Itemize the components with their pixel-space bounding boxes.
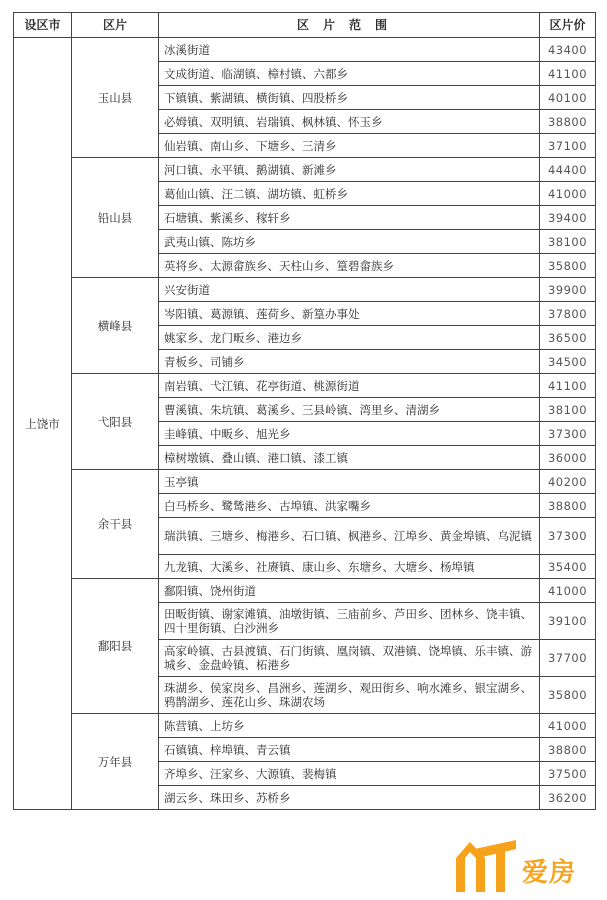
price-cell: 37300 — [540, 518, 596, 555]
range-cell: 岑阳镇、葛源镇、莲荷乡、新篁办事处 — [159, 302, 540, 326]
price-cell: 38100 — [540, 230, 596, 254]
price-cell: 39100 — [540, 603, 596, 640]
range-cell: 下镇镇、紫湖镇、横街镇、四股桥乡 — [159, 86, 540, 110]
range-cell: 齐埠乡、汪家乡、大源镇、裴梅镇 — [159, 762, 540, 786]
table-row — [14, 374, 596, 398]
range-cell: 石塘镇、紫溪乡、稼轩乡 — [159, 206, 540, 230]
range-cell: 葛仙山镇、汪二镇、湖坊镇、虹桥乡 — [159, 182, 540, 206]
range-cell: 陈营镇、上坊乡 — [159, 714, 540, 738]
price-cell: 36500 — [540, 326, 596, 350]
price-cell: 41000 — [540, 182, 596, 206]
price-cell: 36000 — [540, 446, 596, 470]
header-price: 区片价 — [540, 13, 596, 38]
district-cell: 鄱阳县 — [72, 579, 159, 714]
range-cell: 英将乡、太源畲族乡、天柱山乡、篁碧畲族乡 — [159, 254, 540, 278]
price-cell: 43400 — [540, 38, 596, 62]
table-row — [14, 579, 596, 603]
range-cell: 高家岭镇、古县渡镇、石门街镇、凰岗镇、双港镇、饶埠镇、乐丰镇、游城乡、金盘岭镇、柘港乡 — [159, 640, 540, 677]
range-cell: 田畈街镇、谢家滩镇、油墩街镇、三庙前乡、芦田乡、团林乡、饶丰镇、四十里街镇、白沙洲乡 — [159, 603, 540, 640]
range-cell: 鄱阳镇、饶州街道 — [159, 579, 540, 603]
range-cell: 圭峰镇、中畈乡、旭光乡 — [159, 422, 540, 446]
header-row — [14, 13, 596, 38]
price-cell: 37700 — [540, 640, 596, 677]
district-cell: 横峰县 — [72, 278, 159, 374]
price-cell: 38800 — [540, 738, 596, 762]
table-row — [14, 278, 596, 302]
price-cell: 40200 — [540, 470, 596, 494]
district-cell: 玉山县 — [72, 38, 159, 158]
price-cell: 35800 — [540, 254, 596, 278]
table-row — [14, 158, 596, 182]
range-cell: 玉亭镇 — [159, 470, 540, 494]
range-cell: 冰溪街道 — [159, 38, 540, 62]
district-cell: 万年县 — [72, 714, 159, 810]
price-cell: 37300 — [540, 422, 596, 446]
price-cell: 41100 — [540, 62, 596, 86]
price-cell: 37800 — [540, 302, 596, 326]
price-cell: 44400 — [540, 158, 596, 182]
price-cell: 36200 — [540, 786, 596, 810]
range-cell: 南岩镇、弋江镇、花亭街道、桃源街道 — [159, 374, 540, 398]
price-cell: 37100 — [540, 134, 596, 158]
range-cell: 九龙镇、大溪乡、社赓镇、康山乡、东塘乡、大塘乡、杨埠镇 — [159, 555, 540, 579]
price-cell: 38800 — [540, 110, 596, 134]
range-cell: 湖云乡、珠田乡、苏桥乡 — [159, 786, 540, 810]
price-cell: 34500 — [540, 350, 596, 374]
price-cell: 38100 — [540, 398, 596, 422]
table-row — [14, 38, 596, 62]
range-cell: 青板乡、司铺乡 — [159, 350, 540, 374]
price-table — [13, 12, 596, 810]
range-cell: 仙岩镇、南山乡、下塘乡、三清乡 — [159, 134, 540, 158]
range-cell: 姚家乡、龙门畈乡、港边乡 — [159, 326, 540, 350]
price-cell: 41000 — [540, 579, 596, 603]
table-row — [14, 470, 596, 494]
range-cell: 瑞洪镇、三塘乡、梅港乡、石口镇、枫港乡、江埠乡、黄金埠镇、乌泥镇 — [159, 518, 540, 555]
range-cell: 樟树墩镇、叠山镇、港口镇、漆工镇 — [159, 446, 540, 470]
header-district: 区片 — [72, 13, 159, 38]
range-cell: 白马桥乡、鹭鸶港乡、古埠镇、洪家嘴乡 — [159, 494, 540, 518]
price-cell: 38800 — [540, 494, 596, 518]
range-cell: 文成街道、临湖镇、樟村镇、六都乡 — [159, 62, 540, 86]
header-city: 设区市 — [14, 13, 72, 38]
price-cell: 39400 — [540, 206, 596, 230]
price-cell: 39900 — [540, 278, 596, 302]
price-cell: 35400 — [540, 555, 596, 579]
price-cell: 37500 — [540, 762, 596, 786]
table-body — [14, 38, 596, 810]
city-cell: 上饶市 — [14, 38, 72, 810]
header-range: 区片范围 — [159, 13, 540, 38]
range-cell: 石镇镇、梓埠镇、青云镇 — [159, 738, 540, 762]
district-cell: 铅山县 — [72, 158, 159, 278]
table-row — [14, 714, 596, 738]
range-cell: 兴安街道 — [159, 278, 540, 302]
district-cell: 余干县 — [72, 470, 159, 579]
price-cell: 35800 — [540, 677, 596, 714]
range-cell: 曹溪镇、朱坑镇、葛溪乡、三县岭镇、湾里乡、清湖乡 — [159, 398, 540, 422]
range-cell: 必姆镇、双明镇、岩瑞镇、枫林镇、怀玉乡 — [159, 110, 540, 134]
price-cell: 41000 — [540, 714, 596, 738]
range-cell: 珠湖乡、侯家岗乡、昌洲乡、莲湖乡、观田街乡、响水滩乡、银宝湖乡、鸦鹊湖乡、莲花山乡、珠湖农场 — [159, 677, 540, 714]
district-cell: 弋阳县 — [72, 374, 159, 470]
watermark-text: 爱房 — [522, 858, 577, 888]
range-cell: 河口镇、永平镇、鹅湖镇、新滩乡 — [159, 158, 540, 182]
range-cell: 武夷山镇、陈坊乡 — [159, 230, 540, 254]
price-cell: 40100 — [540, 86, 596, 110]
price-cell: 41100 — [540, 374, 596, 398]
